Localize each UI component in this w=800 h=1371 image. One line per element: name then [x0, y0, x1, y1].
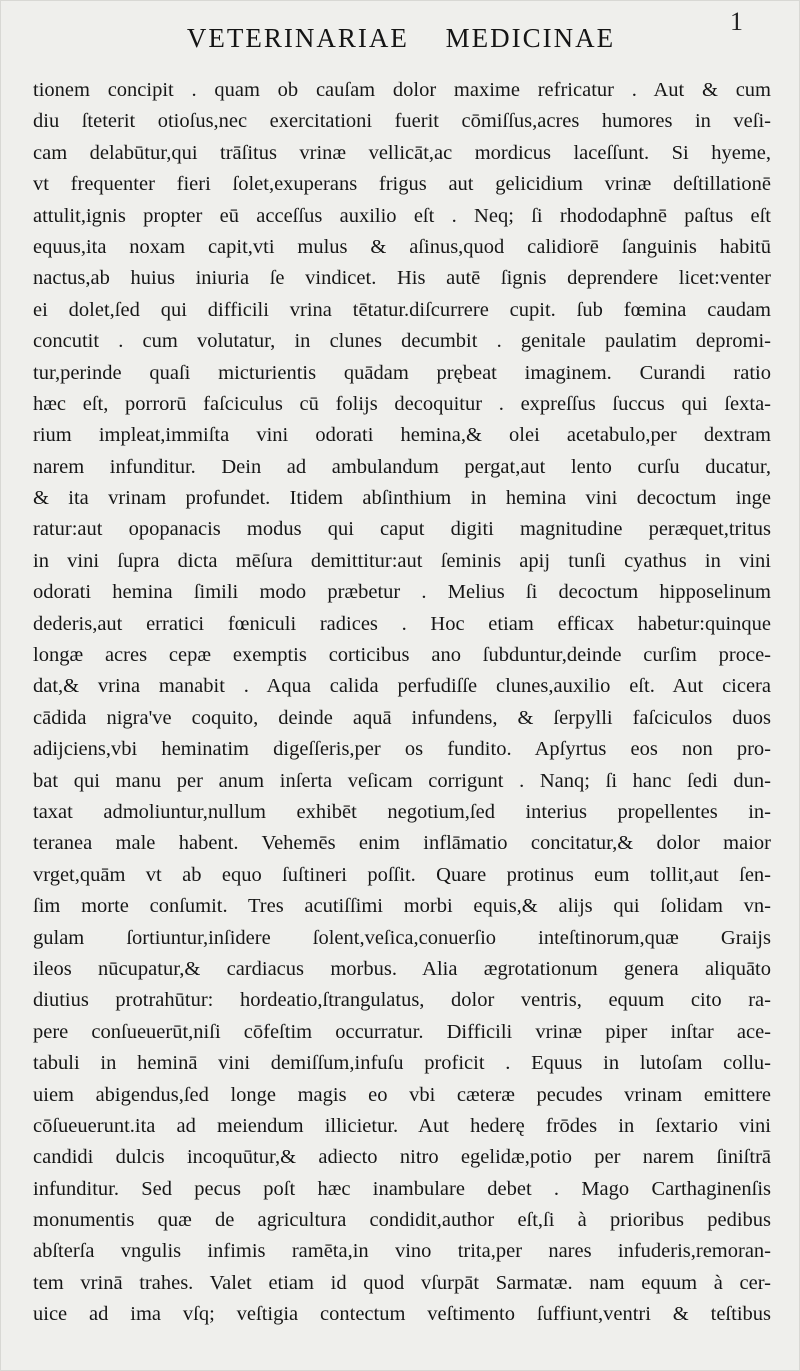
- running-head-right: MEDICINAE: [445, 23, 616, 53]
- text-line: cādida nigra've coquito, deinde aquā infundens, & ſerpylli faſciculos duos: [33, 706, 771, 729]
- text-line: narem infunditur. Dein ad ambulandum pergat,aut lento curſu ducatur,: [33, 455, 771, 478]
- text-line: concutit . cum volutatur, in clunes decumbit . genitale paulatim depromi-: [33, 330, 771, 353]
- text-line: taxat admoliuntur,nullum exhibēt negotium,ſed interius propellentes in-: [33, 800, 771, 823]
- body-text: [33, 75, 771, 1331]
- text-line: nactus,ab huius iniuria ſe vindicet. His autē ſignis deprendere licet:venter: [33, 267, 771, 290]
- page-mark: 1: [730, 7, 743, 36]
- text-line: vrget,quām vt ab equo ſuſtineri poſſit. Quare protinus eum tollit,aut ſen-: [33, 863, 771, 886]
- text-line: uiem abigendus,ſed longe magis eo vbi cæteræ pecudes vrinam emittere: [33, 1083, 771, 1106]
- text-line: attulit,ignis propter eū acceſſus auxilio eſt . Neq; ſi rhododaphnē paſtus eſt: [33, 204, 771, 227]
- text-line: diutius protrahūtur: hordeatio,ſtrangulatus, dolor ventris, equum cito ra-: [33, 989, 771, 1012]
- text-line: abſterſa vngulis infimis ramēta,in vino trita,per nares infuderis,remoran-: [33, 1240, 771, 1263]
- text-line: rium impleat,immiſta vini odorati hemina,& olei acetabulo,per dextram: [33, 424, 771, 447]
- text-line: uice ad ima vſq; veſtigia contectum veſtimento ſuffiunt,ventri & teſtibus: [33, 1303, 771, 1326]
- running-head-left: VETERINARIAE: [186, 23, 409, 53]
- text-line: diu ſteterit otioſus,nec exercitationi fuerit cōmiſſus,acres humores in veſi-: [33, 110, 771, 133]
- text-line: bat qui manu per anum inſerta veſicam corrigunt . Nanq; ſi hanc ſedi dun-: [33, 769, 771, 792]
- text-line: odorati hemina ſimili modo præbetur . Melius ſi decoctum hipposelinum: [33, 581, 771, 604]
- text-line: ratur:aut opopanacis modus qui caput digiti magnitudine peræquet,tritus: [33, 518, 771, 541]
- text-line: in vini ſupra dicta mēſura demittitur:aut ſeminis apij tunſi cyathus in vini: [33, 549, 771, 572]
- text-line: adijciens,vbi heminatim digeſſeris,per os fundito. Apſyrtus eos non pro-: [33, 738, 771, 761]
- text-line: gulam ſortiuntur,inſidere ſolent,veſica,conuerſio inteſtinorum,quæ Graijs: [33, 926, 771, 949]
- text-line: infunditur. Sed pecus poſt hæc inambulare debet . Mago Carthaginenſis: [33, 1177, 771, 1200]
- text-line: tionem concipit . quam ob cauſam dolor maxime refricatur . Aut & cum: [33, 79, 771, 101]
- text-line: ei dolet,ſed qui difficili vrina tētatur.diſcurrere cupit. ſub fœmina caudam: [33, 298, 771, 321]
- text-line: vt frequenter fieri ſolet,exuperans frigus aut gelicidium vrinæ deſtillationē: [33, 173, 771, 196]
- text-line: ileos nūcupatur,& cardiacus morbus. Alia ægrotationum genera aliquāto: [33, 957, 771, 980]
- text-line: ſim morte conſumit. Tres acutiſſimi morbi equis,& alijs qui ſolidam vn-: [33, 895, 771, 918]
- text-line: equus,ita noxam capit,vti mulus & aſinus,quod calidiorē ſanguinis habitū: [33, 235, 771, 258]
- text-line: tur,perinde quaſi micturientis quādam prębeat imaginem. Curandi ratio: [33, 361, 771, 384]
- text-line: teranea male habent. Vehemēs enim inflāmatio concitatur,& dolor maior: [33, 832, 771, 855]
- text-line: tem vrinā trahes. Valet etiam id quod vſurpāt Sarmatæ. nam equum à cer-: [33, 1271, 771, 1294]
- text-line: cōſueuerunt.ita ad meiendum illicietur. Aut hederę frōdes in ſextario vini: [33, 1114, 771, 1137]
- text-line: dederis,aut erratici fœniculi radices . Hoc etiam efficax habetur:quinque: [33, 612, 771, 635]
- text-line: dat,& vrina manabit . Aqua calida perfudiſſe clunes,auxilio eſt. Aut cicera: [33, 675, 771, 698]
- text-line: & ita vrinam profundet. Itidem abſinthium in hemina vini decoctum inge: [33, 487, 771, 510]
- text-line: hæc eſt, porrorū faſciculus cū folijs decoquitur . expreſſus ſuccus qui ſexta-: [33, 392, 771, 415]
- text-line: candidi dulcis incoquūtur,& adiecto nitro egelidæ,potio per narem ſiniſtrā: [33, 1146, 771, 1169]
- text-line: cam delabūtur,qui trāſitus vrinæ vellicāt,ac mordicus laceſſunt. Si hyeme,: [33, 141, 771, 164]
- text-line: monumentis quæ de agricultura condidit,author eſt,ſi à prioribus pedibus: [33, 1209, 771, 1232]
- text-line: tabuli in heminā vini demiſſum,infuſu proficit . Equus in lutoſam collu-: [33, 1052, 771, 1075]
- text-line: longæ acres cepæ exemptis corticibus ano ſubduntur,deinde curſim proce-: [33, 644, 771, 667]
- running-head: [1, 23, 800, 54]
- text-line: pere conſueuerūt,niſi cōfeſtim occurratur. Difficili vrinæ piper inſtar ace-: [33, 1020, 771, 1043]
